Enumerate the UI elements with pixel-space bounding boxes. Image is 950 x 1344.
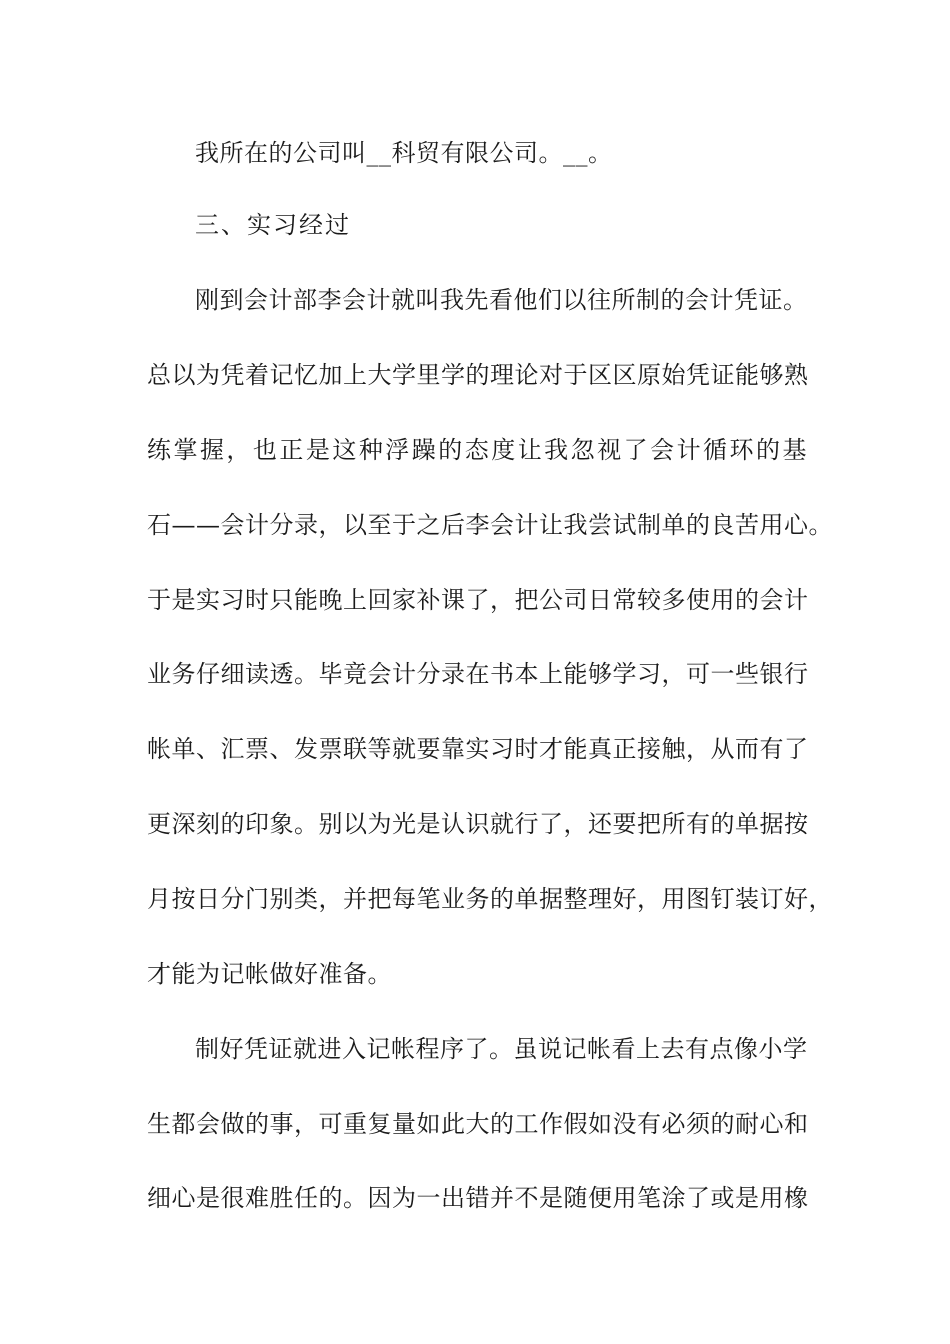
paragraph-line: 才能为记帐做好准备。: [147, 960, 392, 988]
paragraph-line: 更深刻的印象。别以为光是认识就行了，还要把所有的单据按: [147, 810, 809, 838]
paragraph-line: 石——会计分录，以至于之后李会计让我尝试制单的良苦用心。: [147, 511, 833, 539]
section-heading: 三、实习经过: [195, 211, 351, 239]
paragraph-line: 总以为凭着记忆加上大学里学的理论对于区区原始凭证能够熟: [147, 361, 809, 389]
paragraph-line: 制好凭证就进入记帐程序了。虽说记帐看上去有点像小学: [195, 1035, 808, 1063]
paragraph-line: 月按日分门别类，并把每笔业务的单据整理好，用图钉装订好，: [147, 885, 833, 913]
paragraph-line: 生都会做的事，可重复量如此大的工作假如没有必须的耐心和: [147, 1110, 809, 1138]
paragraph-line: 我所在的公司叫__科贸有限公司。__。: [195, 139, 613, 167]
paragraph-line: 刚到会计部李会计就叫我先看他们以往所制的会计凭证。: [195, 286, 808, 314]
paragraph-line: 帐单、汇票、发票联等就要靠实习时才能真正接触，从而有了: [147, 735, 809, 763]
paragraph-line: 于是实习时只能晚上回家补课了，把公司日常较多使用的会计: [147, 586, 809, 614]
paragraph-line: 练掌握，也正是这种浮躁的态度让我忽视了会计循环的基: [147, 436, 807, 464]
paragraph-line: 业务仔细读透。毕竟会计分录在书本上能够学习，可一些银行: [147, 660, 809, 688]
paragraph-line: 细心是很难胜任的。因为一出错并不是随便用笔涂了或是用橡: [147, 1184, 809, 1212]
